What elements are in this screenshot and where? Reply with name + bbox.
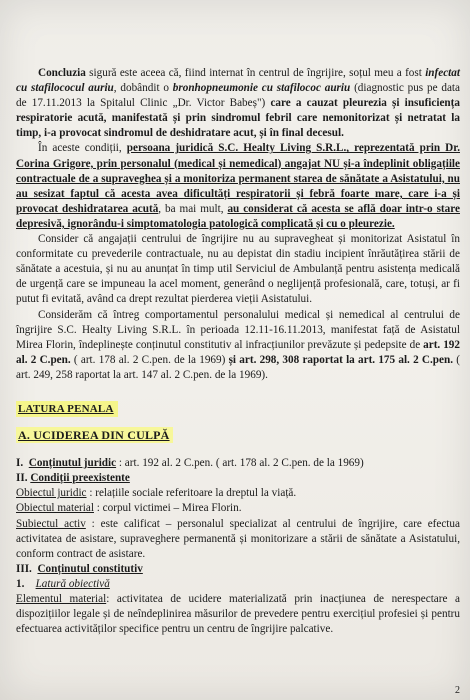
paragraph-conditions bbox=[16, 141, 460, 232]
item-i-number: I. bbox=[16, 457, 24, 470]
conclusion-diagnosis: bronhopneumonie cu stafilococ auriu bbox=[172, 82, 351, 95]
conditions-depression: au considerat că acesta se află doar intr-o stare depresivă, ignorându-i simptomatologia patologică complicată și cu o pleurezie. bbox=[16, 202, 460, 230]
conclusion-lead: Concluzia bbox=[38, 67, 86, 79]
item-1-title: Latură obiectivă bbox=[35, 577, 110, 590]
element-material-title: Elementul material bbox=[16, 593, 107, 605]
item-iii-number: III. bbox=[16, 562, 32, 575]
item-subiect-activ bbox=[16, 517, 460, 562]
item-continut-juridic bbox=[16, 456, 460, 471]
conduct-text-2: ( art. 178 al. 2 C.pen. de la 1969) bbox=[70, 353, 229, 366]
item-ii-title: Condiții preexistente bbox=[30, 472, 130, 485]
item-latura-obiectiva bbox=[16, 577, 460, 592]
conditions-text: , ba mai mult, bbox=[158, 202, 228, 215]
conclusion-text-2: , dobândit o bbox=[113, 82, 173, 95]
paragraph-consider bbox=[16, 232, 460, 307]
item-element-material bbox=[16, 592, 460, 637]
ucidere-heading: A. UCIDEREA DIN CULPĂ bbox=[16, 427, 173, 443]
paragraph-conclusion bbox=[16, 66, 460, 141]
conditions-lead: În aceste condiții, bbox=[38, 142, 127, 155]
conduct-article-1: art. 192 al. 2 C.pen. bbox=[16, 338, 460, 366]
item-i-text: : art. 192 al. 2 C.pen. ( art. 178 al. 2 C.pen. de la 1969) bbox=[116, 457, 364, 470]
conclusion-cause: care a cauzat pleurezia și insuficiența respiratorie acută, manifestată și prin sindromul febril care nemonitorizat și netratat la timp, i-a provocat sindromul de deshidratare acut, și în final decesul. bbox=[16, 97, 460, 140]
section-a bbox=[16, 427, 460, 444]
paragraph-conduct bbox=[16, 308, 460, 383]
item-i-title: Conținutul juridic bbox=[28, 457, 117, 470]
item-conditii bbox=[16, 471, 460, 486]
obiect-juridic-title: Obiectul juridic bbox=[16, 487, 87, 500]
conclusion-text-3: (diagnostic pus pe data de 17.11.2013 la Spitalul Clinic „Dr. Victor Babeș") bbox=[16, 82, 460, 110]
conclusion-infection: infectat cu stafilococul auriu bbox=[16, 67, 460, 95]
item-iii-title: Conținutul constitutiv bbox=[37, 562, 143, 575]
obiect-juridic-text: : relațiile sociale referitoare la dreptul la viață. bbox=[86, 487, 297, 500]
conclusion-text-1: sigură este aceea că, fiind internat în centrul de îngrijire, soțul meu a fost bbox=[85, 67, 426, 79]
consider-text: Consider că angajații centrului de îngrijire nu au supravegheat și monitorizat Asistatul în conformitate cu prevederile contractuale, nu au depistat din stadiu incipient înrăutățirea stării de sănătate a acestuia, și nu au anunțat în timp util Serviciul de Ambulanță pentru asistența medicală de urgență care se impuneau la acel moment, generând o neglijență profesională, care, totuși, ar fi putut fi evitată, având ca drept rezultat pierderea vieții Asistatului. bbox=[16, 233, 460, 306]
section-latura-penala bbox=[16, 401, 460, 417]
item-ii-number: II. bbox=[16, 472, 28, 485]
item-continut-constitutiv bbox=[16, 562, 460, 577]
conduct-article-2: și art. 298, 308 raportat la art. 175 al. 2 C.pen. bbox=[228, 353, 454, 366]
conduct-text-1: Considerăm că întreg comportamentul personalului medical și nemedical al centrului de îngrijire S.C. Healty Living S.R.L. în perioada 12.11-16.11.2013, manifestat față de Asistatul Mirea Florin, îndeplinește conținutul constitutiv al infracțiunilor prevăzute și pedepsite de bbox=[16, 308, 460, 351]
element-material-text: : activitatea de ucidere materializată prin inacțiunea de nerespectare a dispozițiilor legale și de neîndeplinirea măsurilor de prevedere pentru exercițiul profesiei și pentru efectuarea activităților specifice pentru un centru de îngrijire palcative. bbox=[16, 593, 460, 636]
item-obiect-material bbox=[16, 501, 460, 516]
page-number: 2 bbox=[455, 685, 460, 696]
subiect-activ-title: Subiectul activ bbox=[16, 517, 86, 530]
conditions-legal-entity: persoana juridică S.C. Healty Living S.R.L., reprezentată prin Dr. Corina Grigore, prin personalul (medical și nemedical) angajat NU și-a îndeplinit obligațiile contractuale de a supraveghea și a monitoriza permanent starea de sănătate a Asistatului, nu au sesizat faptul că acesta avea dificultăți respiratorii și febră foarte mare, care i-a și provocat deshidratarea acută bbox=[16, 142, 460, 215]
item-1-number: 1. bbox=[16, 577, 25, 590]
item-obiect-juridic bbox=[16, 486, 460, 501]
conduct-text-3: ( art. 249, 258 raportat la art. 147 al. 2 C.pen. de la 1969). bbox=[16, 353, 460, 381]
obiect-material-text: : corpul victimei – Mirea Florin. bbox=[93, 502, 242, 515]
latura-penala-heading: LATURA PENALA bbox=[16, 401, 118, 417]
subiect-activ-text: : este calificat – personalul specializat al centrului de îngrijire, care efectua activitatea de asistare, supraveghere permanentă și monitorizare a stării de sănătate a Asistatului, conform contract de asistare. bbox=[16, 517, 460, 560]
obiect-material-title: Obiectul material bbox=[16, 502, 94, 515]
document-body bbox=[16, 66, 460, 637]
